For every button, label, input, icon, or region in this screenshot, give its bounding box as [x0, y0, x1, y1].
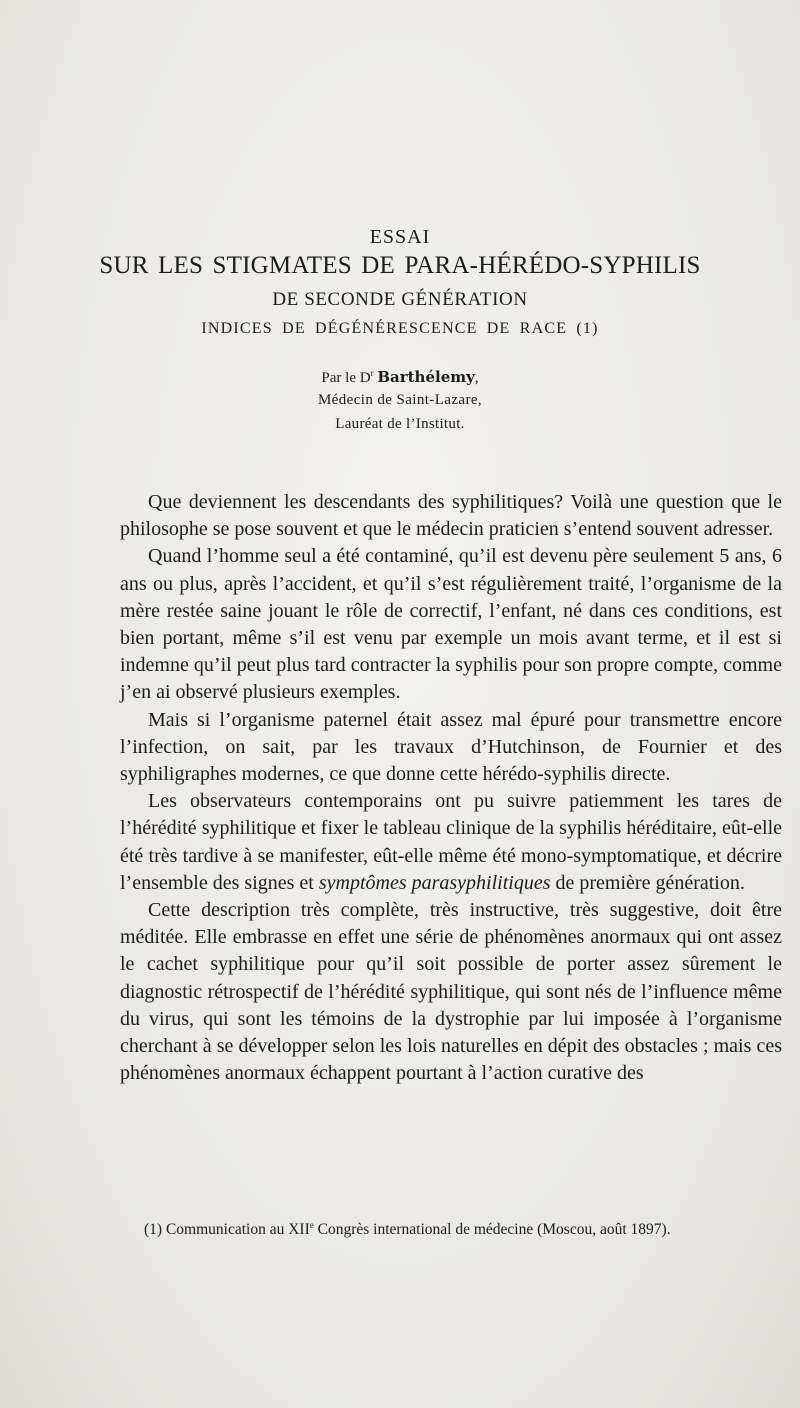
paragraph-4-text-a: Les observateurs contemporains ont pu suivre patiemment les tares de l’hérédité syphilitique et fixer le tableau clinique de la syphilis héréditaire, eût-elle été très tardive à se manifester, eût-elle même été mono-symptomatique, et décrire l’ensemble des signes et: [120, 790, 782, 894]
paragraph-3: Mais si l’organisme paternel était assez mal épuré pour transmettre encore l’infection, on sait, par les travaux d’Hutchinson, de Fournier et des syphiligraphes modernes, ce que donne cette hérédo-syphilis directe.: [120, 708, 782, 786]
paragraph-2: Quand l’homme seul a été contaminé, qu’il est devenu père seulement 5 ans, 6 ans ou plus, après l’accident, et qu’il s’est régulièrement traité, l’organisme de la mère restée saine jouant le rôle de correctif, l’enfant, né dans ces conditions, est bien portant, même s’il est venu par exemple un mois avant terme, et il est si indemne qu’il peut plus tard contracter la syphilis pour son propre compte, comme j’en ai observé plusieurs exemples.: [120, 545, 782, 704]
footnote-text-a: (1) Communication au XII: [144, 1221, 310, 1239]
paragraph-4-text-b: de première génération.: [550, 871, 745, 894]
essai-heading: ESSAI: [369, 226, 431, 248]
paragraph-5: Cette description très complète, très instructive, très suggestive, doit être méditée. Elle embrasse en effet une série de phénomènes anormaux qui ont assez le cachet syphilitique pour qu’il soit possible de porter assez sûrement le diagnostic rétrospectif de l’hérédité syphilitique, qui sont nés de l’influence même du virus, qui sont les témoins de la dystrophie par lui imposée à l’organisme cherchant à se développer selon les lois naturelles en dépit des obstacles ; mais ces phénomènes anormaux échappent pourtant à l’action curative des: [120, 899, 782, 1085]
article-subtitle-indices: INDICES DE DÉGÉNÉRESCENCE DE RACE (1): [201, 320, 599, 337]
footnote-text: [120, 1214, 782, 1241]
footnote-sup: e: [309, 1220, 314, 1230]
author-prefix: Par le D: [321, 370, 371, 386]
author-suffix: ,: [474, 370, 479, 386]
paragraph-4-italic: symptômes parasyphilitiques: [318, 871, 551, 894]
body-text: [120, 489, 782, 1087]
author-prefix-sup: r: [370, 368, 374, 378]
author-name: Barthélemy: [377, 368, 475, 386]
author-affiliation: Médecin de Saint-Lazare,: [317, 392, 483, 408]
article-subtitle: DE SECONDE GÉNÉRATION: [272, 289, 528, 310]
footnote-text-b: Congrès international de médecine (Moscou, août 1897).: [313, 1221, 671, 1239]
paragraph-1: Que deviennent les descendants des syphilitiques? Voilà une question que le philosophe se pose souvent et que le médecin praticien s’entend souvent adresser.: [120, 491, 782, 541]
author-laureat: Lauréat de l’Institut.: [335, 416, 465, 432]
article-title: SUR LES STIGMATES DE PARA-HÉRÉDO-SYPHILIS: [99, 252, 701, 279]
paragraph-4: [120, 788, 782, 897]
author-line: [0, 368, 800, 387]
footnote: [120, 1214, 782, 1241]
